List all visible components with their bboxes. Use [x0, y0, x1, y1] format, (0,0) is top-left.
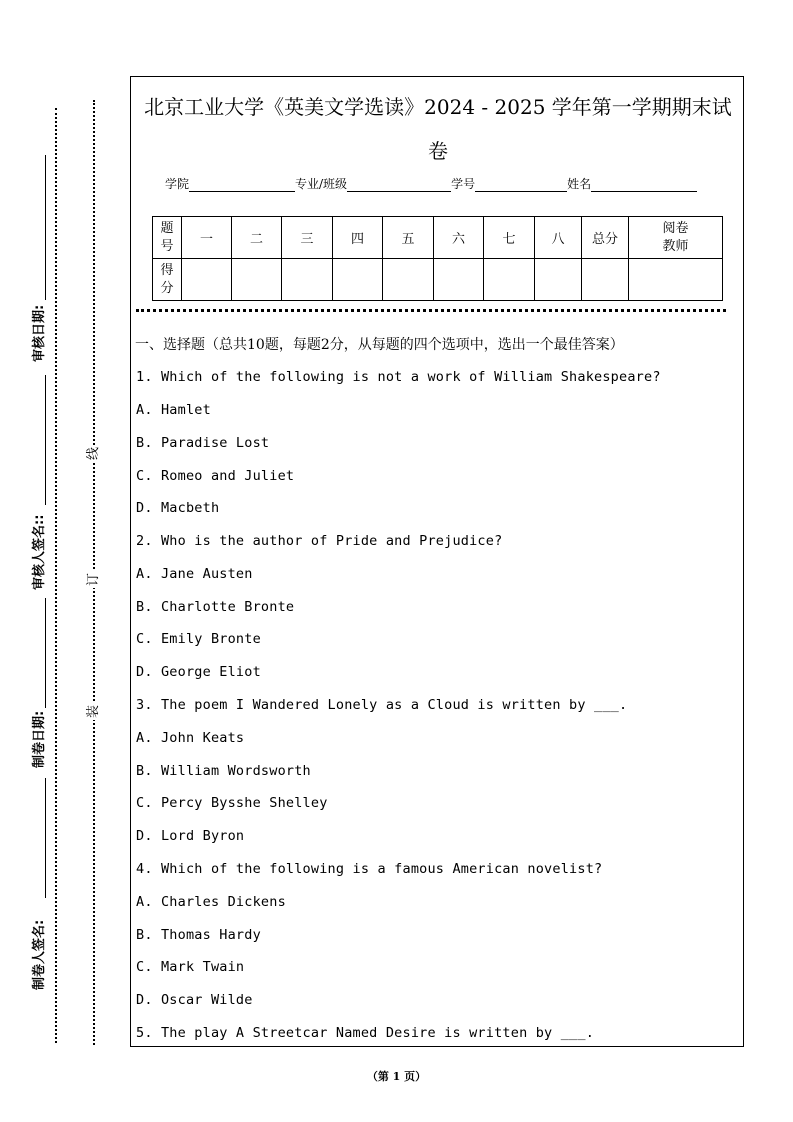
major-label: 专业/班级	[295, 177, 348, 191]
reviewer-sign-line	[45, 375, 46, 505]
option-line: D. George Eliot	[136, 664, 261, 680]
option-line: C. Mark Twain	[136, 959, 245, 975]
question-line: 4. Which of the following is a famous American novelist?	[136, 861, 603, 877]
college-label: 学院	[165, 177, 190, 191]
question-line: 2. Who is the author of Pride and Prejudice?	[136, 533, 503, 549]
option-line: C. Romeo and Juliet	[136, 468, 295, 484]
outer-dotted-line	[55, 108, 57, 1043]
score-cell-3[interactable]	[282, 259, 333, 301]
col-6: 六	[434, 217, 484, 259]
score-cell-reader[interactable]	[629, 259, 723, 301]
score-cell-total[interactable]	[582, 259, 629, 301]
col-7: 七	[484, 217, 535, 259]
option-line: B. Thomas Hardy	[136, 927, 261, 943]
made-date-line	[45, 598, 46, 708]
question-line: 1. Which of the following is not a work of William Shakespeare?	[136, 369, 661, 385]
section-separator	[136, 309, 726, 312]
major-field[interactable]	[347, 178, 451, 192]
score-cell-1[interactable]	[182, 259, 232, 301]
option-line: C. Emily Bronte	[136, 631, 261, 647]
option-line: A. Hamlet	[136, 402, 211, 418]
section1-header: 一、选择题（总共10题，每题2分，从每题的四个选项中，选出一个最佳答案）	[135, 337, 624, 353]
question-line: 5. The play A Streetcar Named Desire is written by ___.	[136, 1025, 595, 1041]
exam-title-line2: 卷	[428, 139, 448, 163]
binding-char-line: 线	[86, 446, 101, 460]
reader-label-1: 阅卷	[662, 220, 689, 236]
col-5: 五	[383, 217, 434, 259]
review-date-line	[45, 155, 46, 300]
college-field[interactable]	[189, 178, 295, 192]
col-reader	[629, 217, 723, 259]
score-cell-7[interactable]	[484, 259, 535, 301]
student-id-field[interactable]	[475, 178, 567, 192]
option-line: B. William Wordsworth	[136, 763, 311, 779]
col-8: 八	[535, 217, 582, 259]
score-cell-8[interactable]	[535, 259, 582, 301]
option-line: D. Oscar Wilde	[136, 992, 253, 1008]
reviewer-sign-label: 审核人签名::	[32, 514, 47, 590]
student-info-row	[165, 175, 697, 192]
exam-title-line1: 北京工业大学《英美文学选读》2024 - 2025 学年第一学期期末试	[144, 95, 732, 119]
col-1: 一	[182, 217, 232, 259]
exam-page-frame	[130, 76, 744, 1047]
maker-sign-label: 制卷人签名:	[32, 919, 47, 990]
option-line: D. Lord Byron	[136, 828, 245, 844]
maker-sign-line	[45, 778, 46, 898]
score-table	[152, 216, 723, 301]
col-total: 总分	[582, 217, 629, 259]
score-cell-5[interactable]	[383, 259, 434, 301]
col-2: 二	[232, 217, 282, 259]
reader-label-2: 教师	[662, 238, 689, 254]
name-field[interactable]	[591, 178, 697, 192]
score-cell-6[interactable]	[434, 259, 484, 301]
option-line: A. Charles Dickens	[136, 894, 286, 910]
option-line: D. Macbeth	[136, 500, 220, 516]
binding-char-zhuang: 装	[86, 704, 101, 718]
student-id-label: 学号	[451, 177, 476, 191]
page-number: （第 1 页）	[366, 1070, 427, 1083]
option-line: B. Charlotte Bronte	[136, 599, 295, 615]
col-4: 四	[333, 217, 383, 259]
name-label: 姓名	[567, 177, 592, 191]
header-row-label: 题号	[153, 217, 182, 259]
binding-char-ding: 订	[86, 572, 101, 586]
score-cell-2[interactable]	[232, 259, 282, 301]
option-line: A. Jane Austen	[136, 566, 253, 582]
col-3: 三	[282, 217, 333, 259]
review-date-label: 审核日期:	[32, 304, 47, 362]
score-table-header-row	[153, 217, 723, 259]
score-row-label: 得分	[153, 259, 182, 301]
score-cell-4[interactable]	[333, 259, 383, 301]
option-line: A. John Keats	[136, 730, 245, 746]
question-line: 3. The poem I Wandered Lonely as a Cloud is written by ___.	[136, 697, 628, 713]
made-date-label: 制卷日期:	[32, 710, 47, 768]
score-table-score-row	[153, 259, 723, 301]
option-line: B. Paradise Lost	[136, 435, 270, 451]
option-line: C. Percy Bysshe Shelley	[136, 795, 328, 811]
exam-title	[131, 85, 745, 173]
